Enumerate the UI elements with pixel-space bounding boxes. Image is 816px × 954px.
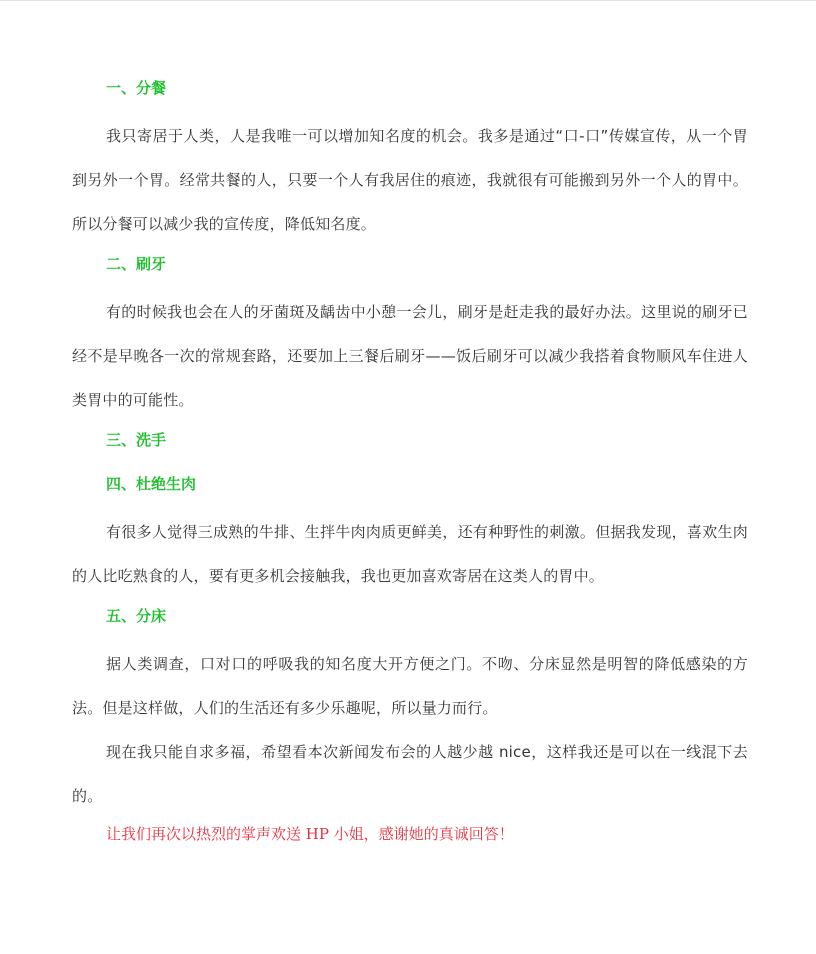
section-heading: 一、分餐	[106, 79, 167, 97]
section-paragraph: 现在我只能自求多福，希望看本次新闻发布会的人越少越 nice，这样我还是可以在一线混下去的。	[72, 743, 748, 805]
section-shuaya	[72, 246, 748, 422]
section-dujue-shengrou	[72, 466, 748, 598]
section-xishou	[72, 422, 748, 466]
top-border	[0, 0, 816, 1]
section-fenchuang	[72, 598, 748, 818]
section-heading: 二、刷牙	[106, 255, 167, 273]
section-paragraph: 我只寄居于人类，人是我唯一可以增加知名度的机会。我多是通过“口-口”传媒宣传，从一个胃到另外一个胃。经常共餐的人，只要一个人有我居住的痕迹，我就很有可能搬到另外一个人的胃中。所以分餐可以减少我的宣传度，降低知名度。	[72, 127, 748, 233]
section-heading: 五、分床	[106, 607, 167, 625]
section-heading: 三、洗手	[106, 431, 167, 449]
closing-remark: 让我们再次以热烈的掌声欢送 HP 小姐，感谢她的真诚回答！	[106, 825, 514, 843]
section-paragraph: 据人类调查，口对口的呼吸我的知名度大开方便之门。不吻、分床显然是明智的降低感染的方法。但是这样做，人们的生活还有多少乐趣呢，所以量力而行。	[72, 655, 748, 717]
section-heading: 四、杜绝生肉	[106, 475, 197, 493]
section-paragraph: 有很多人觉得三成熟的牛排、生拌牛肉肉质更鲜美，还有种野性的刺激。但据我发现，喜欢生肉的人比吃熟食的人，要有更多机会接触我，我也更加喜欢寄居在这类人的胃中。	[72, 523, 748, 585]
section-fencan	[72, 70, 748, 246]
document-page	[72, 70, 748, 850]
section-paragraph: 有的时候我也会在人的牙菌斑及龋齿中小憩一会儿，刷牙是赶走我的最好办法。这里说的刷牙已经不是早晚各一次的常规套路，还要加上三餐后刷牙——饭后刷牙可以减少我搭着食物顺风车住进人类胃中的可能性。	[72, 303, 748, 409]
